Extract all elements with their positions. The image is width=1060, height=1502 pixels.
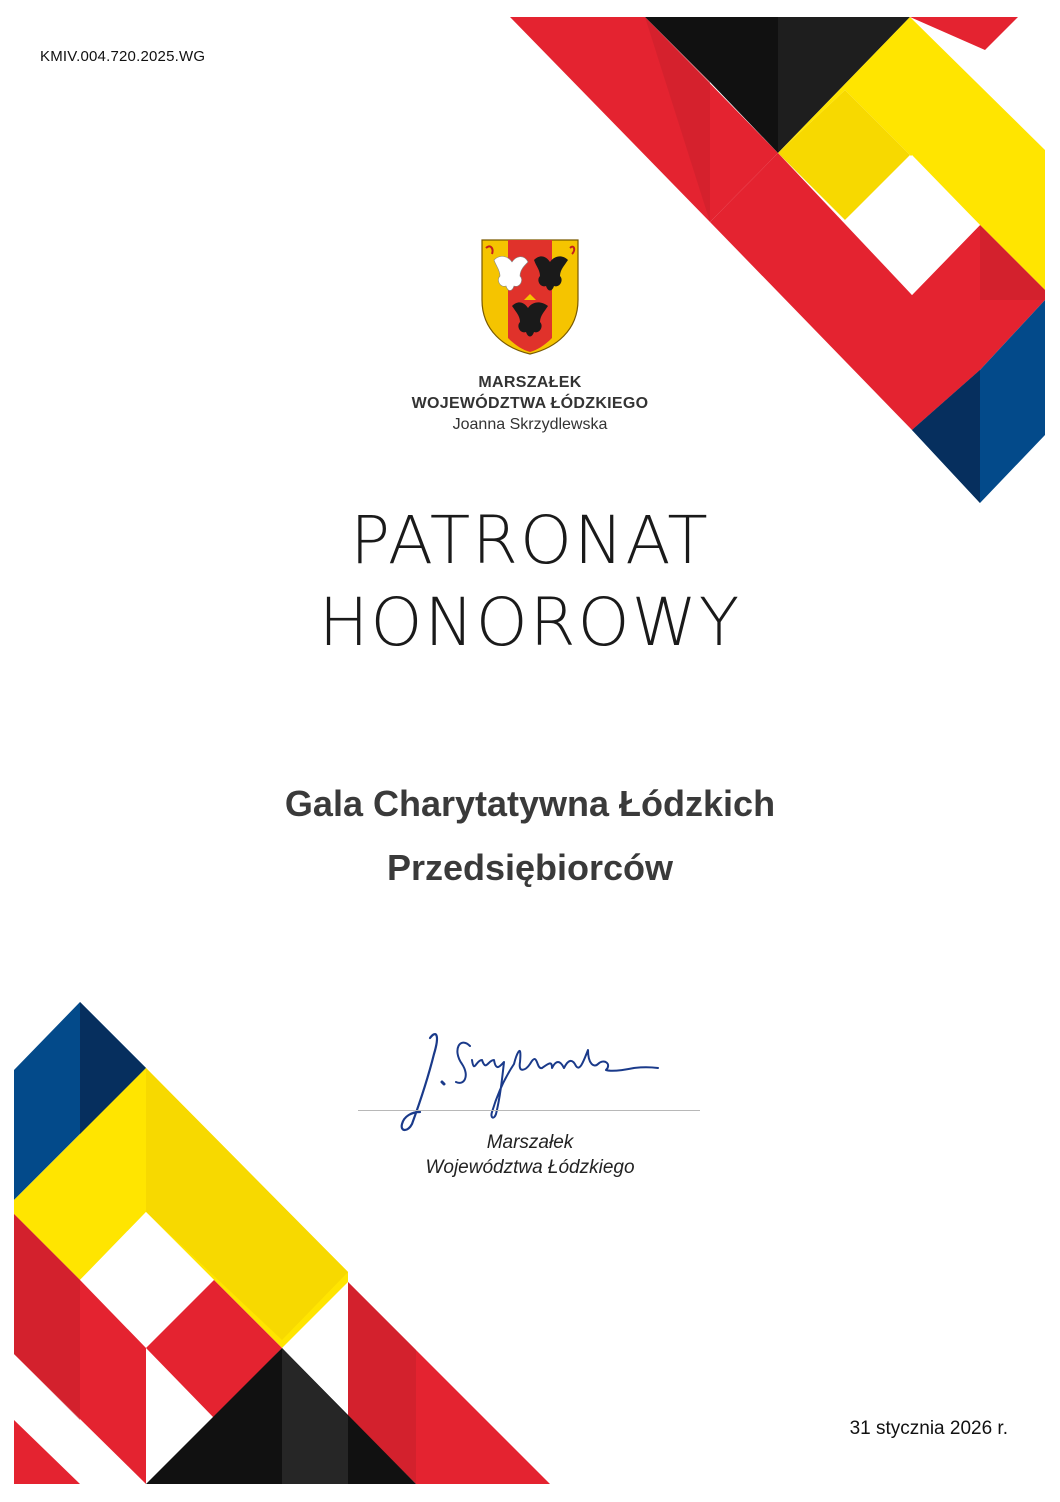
reference-number: KMIV.004.720.2025.WG bbox=[40, 48, 206, 65]
signature-caption-line-2: Województwa Łódzkiego bbox=[425, 1157, 635, 1178]
lodzkie-coat-of-arms-icon bbox=[480, 238, 580, 356]
title-line-1: PATRONAT bbox=[350, 502, 710, 579]
decor-red-bottom-left bbox=[14, 1420, 80, 1484]
event-line-1: Gala Charytatywna Łódzkich bbox=[284, 783, 776, 824]
office-line-2: WOJEWÓDZTWA ŁÓDZKIEGO bbox=[411, 395, 649, 412]
office-heading bbox=[330, 372, 730, 436]
event-line-2: Przedsiębiorców bbox=[386, 847, 674, 888]
office-holder-name: Joanna Skrzydlewska bbox=[452, 416, 608, 433]
office-line-1: MARSZAŁEK bbox=[478, 374, 582, 391]
title-line-2: HONOROWY bbox=[318, 584, 742, 661]
document-date: 31 stycznia 2026 r. bbox=[849, 1418, 1008, 1439]
page-title bbox=[180, 500, 880, 664]
decor-bottom-left bbox=[0, 990, 600, 1502]
decor-black-shade-bottom bbox=[282, 1348, 348, 1484]
event-name bbox=[180, 772, 880, 900]
signature-caption-line-1: Marszałek bbox=[486, 1132, 574, 1153]
